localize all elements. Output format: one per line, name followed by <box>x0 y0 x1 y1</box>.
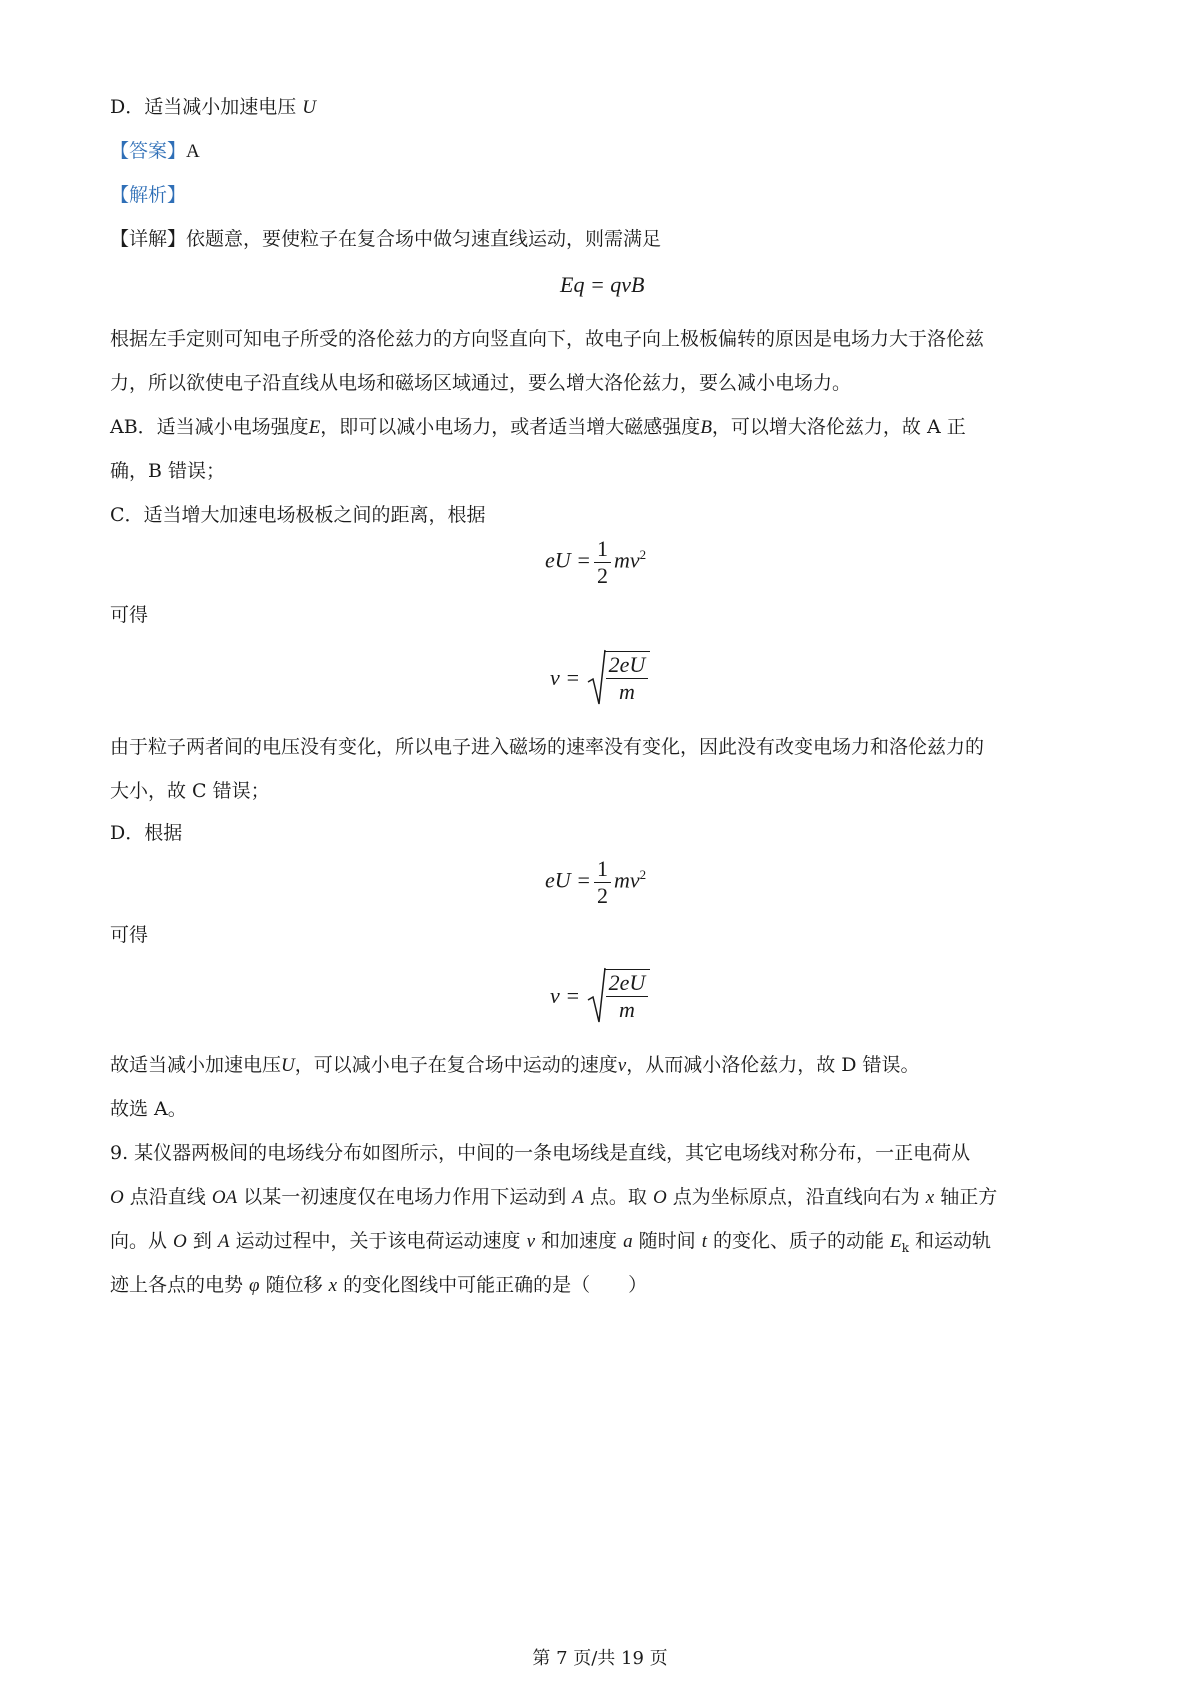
radical-sign <box>586 648 606 708</box>
option-c-analysis: C．适当增大加速电场极板之间的距离，根据 <box>110 504 486 526</box>
equation-kinetic-energy-1: eU = $\frac{1}{2}$ $mv^2$ <box>545 536 647 588</box>
question-9-line-1: 9. 某仪器两极间的电场线分布如图所示，中间的一条电场线是直线，其它电场线对称分布，一正电荷从 <box>110 1142 971 1164</box>
radical-sign <box>586 966 606 1026</box>
kede-1: 可得 <box>110 604 149 626</box>
page-footer: 第 7 页/共 19 页 <box>532 1648 668 1669</box>
paragraph-1b: 力，所以欲使电子沿直线从电场和磁场区域通过，要么增大洛伦兹力，要么减小电场力。 <box>110 372 852 394</box>
detail-line: 【详解】依题意，要使粒子在复合场中做匀速直线运动，则需满足 <box>110 228 662 250</box>
option-d-conclusion: 故适当减小加速电压U，可以减小电子在复合场中运动的速度v，从而减小洛伦兹力，故 D 错误。 <box>110 1054 920 1076</box>
question-9-line-3: 向。从 O 到 A 运动过程中，关于该电荷运动速度 v 和加速度 a 随时间 t 的变化、质子的动能 $E_k$ 和运动轨 <box>110 1230 992 1255</box>
equation-velocity-2: v = $\frac{2eU}{m}$ <box>550 966 650 1026</box>
kede-2: 可得 <box>110 924 149 946</box>
final-choice: 故选 A。 <box>110 1098 187 1120</box>
equation-force-balance: Eq = qvB <box>560 272 645 297</box>
analysis-tag: 【解析】 <box>110 184 187 206</box>
option-d-analysis: D．根据 <box>110 822 183 844</box>
option-c-reason: 由于粒子两者间的电压没有变化，所以电子进入磁场的速率没有变化，因此没有改变电场力和洛伦兹力的 <box>110 736 985 758</box>
equation-kinetic-energy-2: eU = $\frac{1}{2}$ $mv^2$ <box>545 856 647 908</box>
question-9-line-2: O 点沿直线 OA 以某一初速度仅在电场力作用下运动到 A 点。取 O 点为坐标原点，沿直线向右为 x 轴正方 <box>110 1186 998 1208</box>
option-c-conclusion: 大小，故 C 错误； <box>110 780 270 802</box>
answer-line <box>110 136 200 167</box>
question-9-line-4: 迹上各点的电势 φ 随位移 x 的变化图线中可能正确的是（ ） <box>110 1274 648 1296</box>
option-ab-conclusion: 确，B 错误； <box>110 460 226 482</box>
option-ab-analysis: AB．适当减小电场强度E，即可以减小电场力，或者适当增大磁感强度B，可以增大洛伦兹力，故 A 正 <box>110 416 966 438</box>
answer-value: A <box>186 141 200 162</box>
answer-tag: 【答案】 <box>110 140 187 162</box>
paragraph-1a: 根据左手定则可知电子所受的洛伦兹力的方向竖直向下，故电子向上极板偏转的原因是电场力大于洛伦兹 <box>110 328 985 350</box>
equation-velocity-1: v = $\frac{2eU}{m}$ <box>550 648 650 708</box>
option-d-line: D．适当减小加速电压 U <box>110 96 317 118</box>
